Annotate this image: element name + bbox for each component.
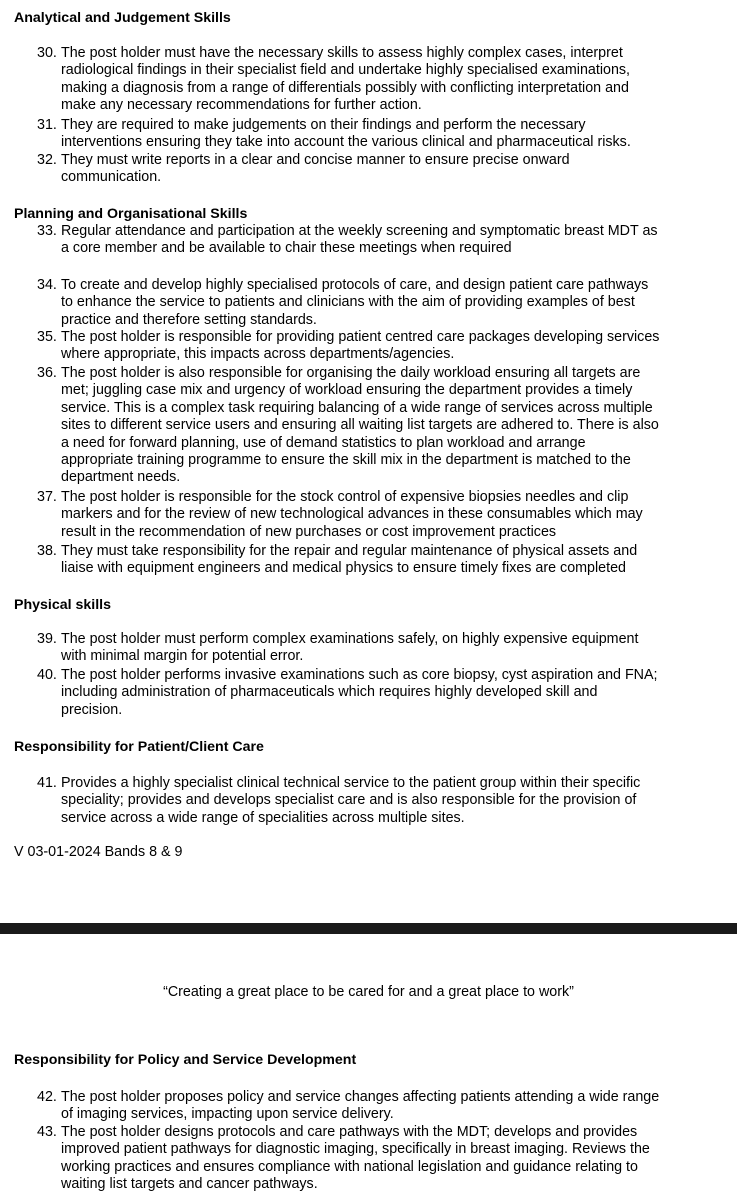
item-line: They must write reports in a clear and concise manner to ensure precise onward: [61, 152, 570, 168]
list-item-30: [37, 45, 727, 115]
item-line: waiting list targets and cancer pathways.: [61, 1176, 318, 1193]
section-heading-policy: Responsibility for Policy and Service Development: [14, 1052, 357, 1068]
section-heading-patient-care: Responsibility for Patient/Client Care: [14, 739, 264, 755]
item-number: 43.: [37, 1124, 57, 1140]
section-heading-planning: Planning and Organisational Skills: [14, 206, 248, 222]
list-item-32: [37, 152, 727, 187]
item-line: radiological findings in their specialist field and undertake highly specialised examinations,: [61, 62, 631, 79]
list-item-38: [37, 543, 727, 578]
list-item-31: [37, 117, 727, 152]
item-line: making a diagnosis from a range of differentials possibly with conflicting interpretation and: [61, 79, 629, 96]
item-number: 31.: [37, 117, 57, 133]
item-line: appropriate training programme to ensure the skill mix in the department is matched to the: [61, 452, 631, 469]
item-line: They must take responsibility for the repair and regular maintenance of physical assets and: [61, 543, 638, 559]
item-line: markers and for the review of new technological advances in these consumables which may: [61, 506, 643, 523]
item-line: a core member and be available to chair these meetings when required: [61, 240, 512, 257]
list-item-40: [37, 667, 727, 719]
page-divider: [0, 923, 737, 934]
item-line: speciality; provides and develops specialist care and is also responsible for the provision of: [61, 792, 637, 809]
item-number: 37.: [37, 489, 57, 505]
item-number: 38.: [37, 543, 57, 559]
item-line: of imaging services, impacting upon service delivery.: [61, 1106, 394, 1123]
list-item-39: [37, 631, 727, 666]
list-item-37: [37, 489, 727, 541]
item-line: The post holder is responsible for providing patient centred care packages developing services: [61, 329, 660, 345]
item-line: The post holder designs protocols and care pathways with the MDT; develops and provides: [61, 1124, 638, 1140]
item-line: service. This is a complex task requiring balancing of a wide range of services across multiple: [61, 399, 653, 416]
item-line: interventions ensuring they take into account the various clinical and pharmaceutical risks.: [61, 134, 631, 151]
item-line: with minimal margin for potential error.: [61, 648, 304, 665]
item-line: where appropriate, this impacts across departments/agencies.: [61, 346, 455, 363]
item-line: The post holder is responsible for the stock control of expensive biopsies needles and clip: [61, 489, 629, 505]
item-line: sites to different service users and ensuring all waiting list targets are adhered to. There is also: [61, 417, 659, 434]
list-item-42: [37, 1089, 727, 1124]
item-line: practice and therefore setting standards.: [61, 311, 317, 328]
item-line: precision.: [61, 701, 123, 718]
item-number: 36.: [37, 365, 57, 381]
item-line: They are required to make judgements on their findings and perform the necessary: [61, 117, 586, 133]
item-line: met; juggling case mix and urgency of workload ensuring the department provides a timely: [61, 382, 633, 399]
item-number: 34.: [37, 277, 57, 293]
item-line: Regular attendance and participation at the weekly screening and symptomatic breast MDT as: [61, 223, 658, 239]
item-line: To create and develop highly specialised protocols of care, and design patient care pathways: [61, 277, 649, 293]
section-heading-physical: Physical skills: [14, 597, 112, 613]
list-item-34: [37, 277, 727, 329]
item-number: 32.: [37, 152, 57, 168]
item-line: improved patient pathways for diagnostic imaging, specifically in breast imaging. Reviews the: [61, 1141, 650, 1158]
list-item-33: [37, 223, 727, 258]
item-line: to enhance the service to patients and clinicians with the aim of providing examples of best: [61, 294, 635, 311]
item-line: communication.: [61, 169, 162, 186]
item-line: result in the recommendation of new purchases or cost improvement practices: [61, 523, 557, 540]
item-line: The post holder must perform complex examinations safely, on highly expensive equipment: [61, 631, 639, 647]
item-number: 41.: [37, 775, 57, 791]
item-line: The post holder is also responsible for organising the daily workload ensuring all targets are: [61, 365, 641, 381]
item-line: working practices and ensures compliance with national legislation and guidance relating to: [61, 1158, 638, 1175]
list-item-36: [37, 365, 727, 487]
document-version: V 03-01-2024 Bands 8 & 9: [14, 844, 183, 860]
item-line: The post holder must have the necessary skills to assess highly complex cases, interpret: [61, 45, 623, 61]
item-number: 33.: [37, 223, 57, 239]
item-number: 35.: [37, 329, 57, 345]
list-item-35: [37, 329, 727, 364]
list-item-43: [37, 1124, 727, 1194]
item-line: The post holder performs invasive examinations such as core biopsy, cyst aspiration and FNA;: [61, 667, 658, 683]
item-line: liaise with equipment engineers and medical physics to ensure timely fixes are completed: [61, 560, 627, 577]
item-number: 42.: [37, 1089, 57, 1105]
item-line: The post holder proposes policy and service changes affecting patients attending a wide range: [61, 1089, 660, 1105]
item-line: service across a wide range of specialities across multiple sites.: [61, 809, 465, 826]
list-item-41: [37, 775, 727, 827]
item-line: make any necessary recommendations for further action.: [61, 97, 422, 114]
item-line: including administration of pharmaceuticals which requires highly developed skill and: [61, 684, 598, 701]
item-number: 30.: [37, 45, 57, 61]
item-line: Provides a highly specialist clinical technical service to the patient group within their specific: [61, 775, 641, 791]
item-line: department needs.: [61, 469, 181, 486]
page-header-motto: “Creating a great place to be cared for and a great place to work”: [163, 984, 574, 1000]
item-line: a need for forward planning, use of demand statistics to plan workload and arrange: [61, 434, 586, 451]
section-heading-analytical: Analytical and Judgement Skills: [14, 10, 231, 26]
item-number: 40.: [37, 667, 57, 683]
item-number: 39.: [37, 631, 57, 647]
